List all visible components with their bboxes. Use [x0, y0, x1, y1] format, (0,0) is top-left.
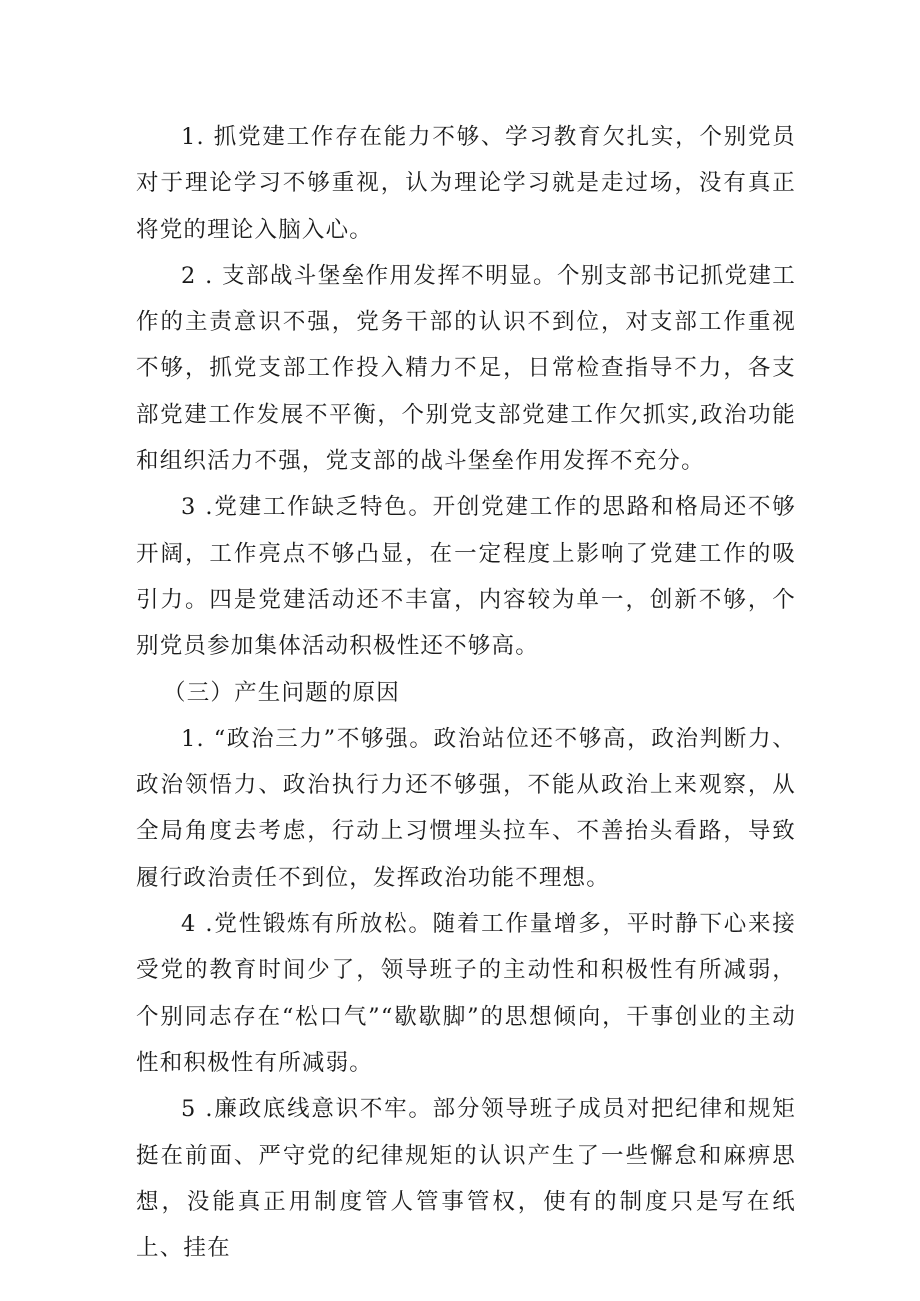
cause-paragraph-2: 4 .党性锻炼有所放松。随着工作量增多，平时静下心来接受党的教育时间少了，领导班子的主动性和积极性有所减弱，个别同志存在“松口气”“歇歇脚”的思想倾向，干事创业的主动性和积极性有所减弱。: [136, 911, 796, 1076]
document-body: [136, 114, 796, 1271]
paragraph-2: 2 . 支部战斗堡垒作用发挥不明显。个别支部书记抓党建工作的主责意识不强，党务干部的认识不到位，对支部工作重视不够，抓党支部工作投入精力不足，日常检查指导不力，各支部党建工作发展不平衡，个别党支部党建工作欠抓实,政治功能和组织活力不强，党支部的战斗堡垒作用发挥不充分。: [136, 262, 796, 475]
paragraph-3: 3 .党建工作缺乏特色。开创党建工作的思路和格局还不够开阔，工作亮点不够凸显，在一定程度上影响了党建工作的吸引力。四是党建活动还不丰富，内容较为单一，创新不够，个别党员参加集体活动积极性还不够高。: [136, 494, 796, 660]
paragraph-1: 1. 抓党建工作存在能力不够、学习教育欠扎实，个别党员对于理论学习不够重视，认为理论学习就是走过场，没有真正将党的理论入脑入心。: [136, 124, 796, 243]
cause-paragraph-1: 1. “政治三力”不够强。政治站位还不够高，政治判断力、政治领悟力、政治执行力还不够强，不能从政治上来观察，从全局角度去考虑，行动上习惯埋头拉车、不善抬头看路，导致履行政治责任不到位，发挥政治功能不理想。: [136, 725, 796, 891]
section-heading: （三）产生问题的原因: [163, 679, 401, 706]
cause-paragraph-3: 5 .廉政底线意识不牢。部分领导班子成员对把纪律和规矩挺在前面、严守党的纪律规矩的认识产生了一些懈怠和麻痹思想，没能真正用制度管人管事管权，使有的制度只是写在纸上、挂在: [136, 1096, 796, 1262]
